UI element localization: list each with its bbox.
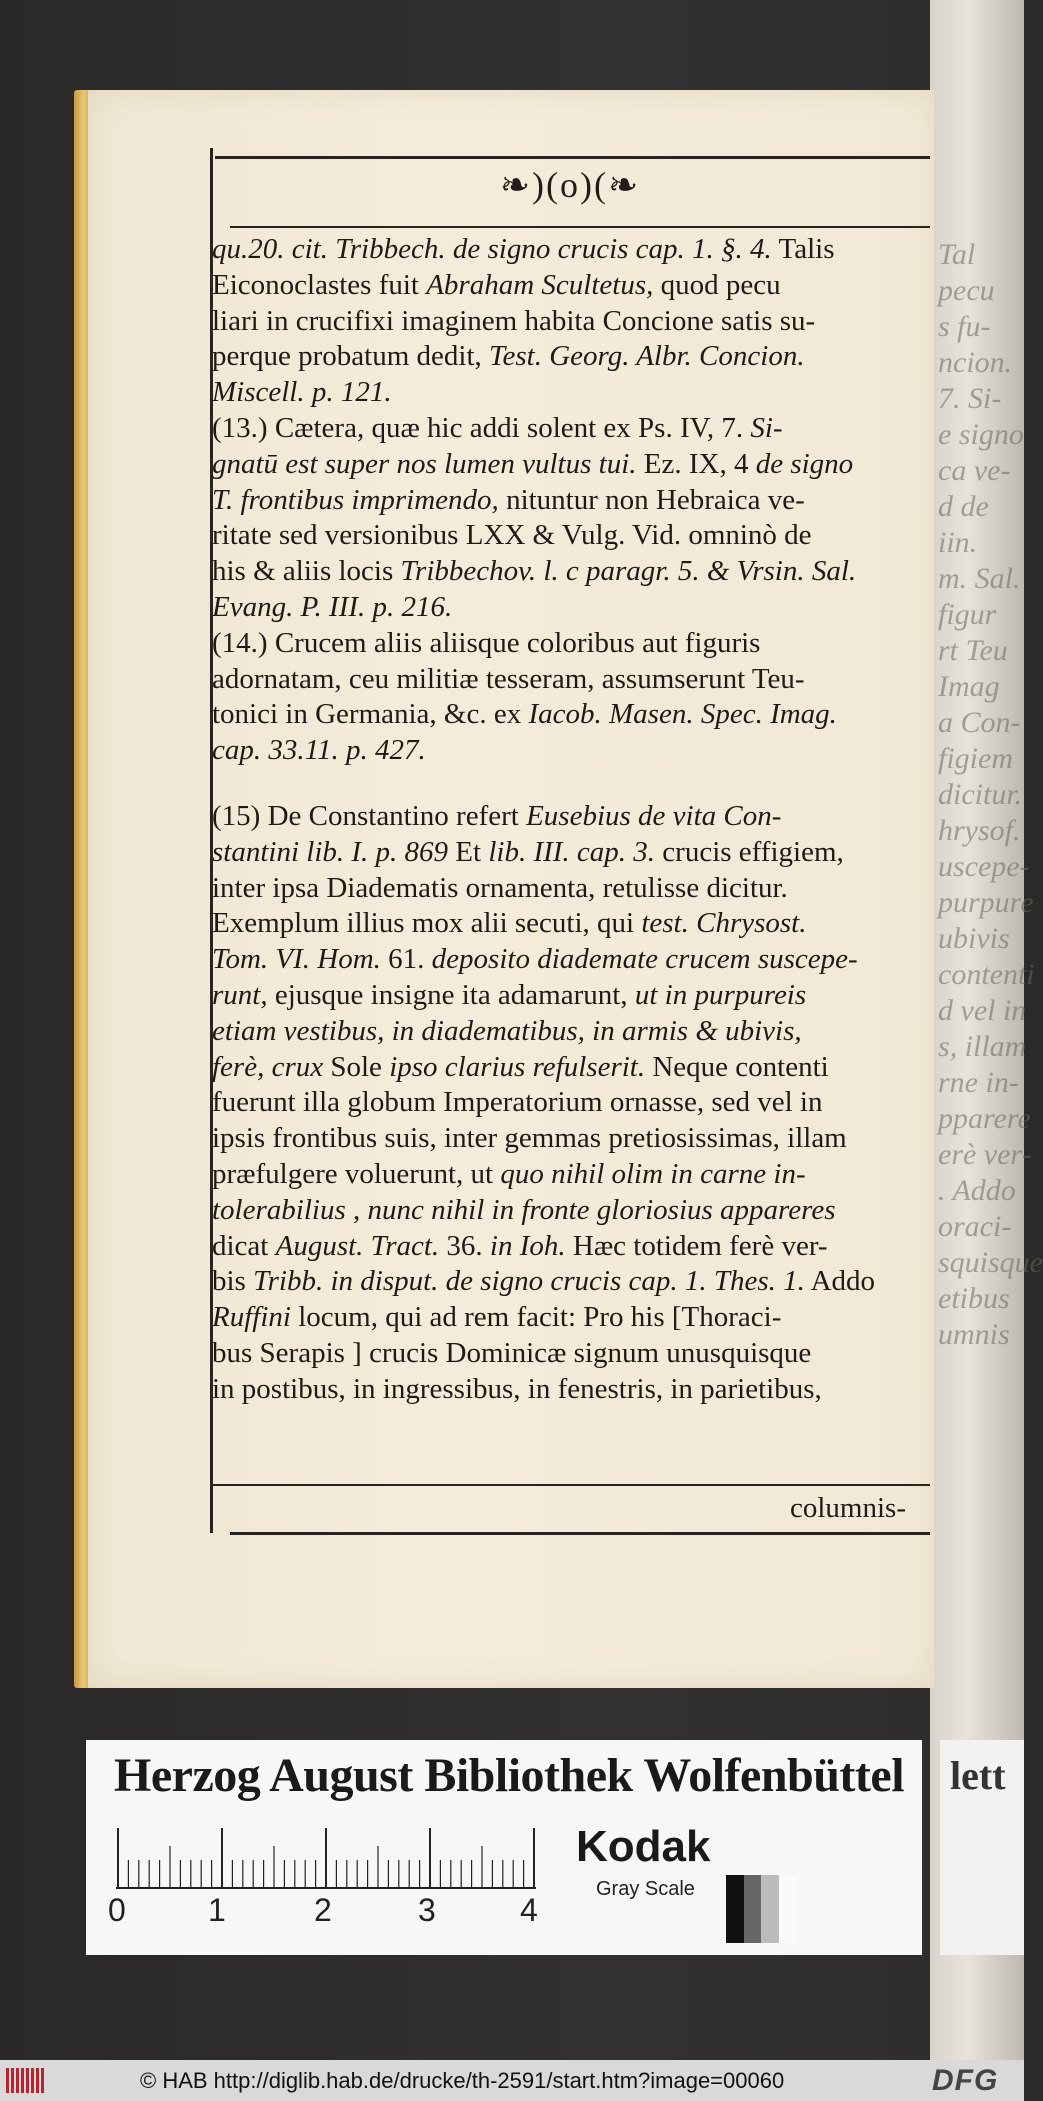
text-line	[212, 447, 932, 483]
adjacent-page-text: oraci-	[938, 1210, 1012, 1243]
adjacent-page-text: ubivis	[938, 922, 1010, 955]
source-link[interactable]: © HAB http://diglib.hab.de/drucke/th-2591/start.htm?image=00060	[140, 2068, 785, 2093]
adjacent-page-text: figur	[938, 598, 997, 631]
adjacent-page-text: umnis	[938, 1318, 1010, 1351]
text-span: fuerunt illa globum Imperatorium ornasse, sed vel in	[212, 1086, 823, 1119]
text-line	[212, 1014, 932, 1050]
header-ornament: ❧)(o)(❧	[499, 165, 641, 205]
ruler-label: 0	[108, 1892, 126, 1928]
italic-citation: etiam vestibus, in diadematibus, in armis & ubivis,	[212, 1014, 802, 1047]
text-line	[212, 1050, 932, 1086]
adjacent-page-text: pparere	[938, 1102, 1031, 1135]
text-line	[212, 518, 932, 554]
text-line	[212, 554, 932, 590]
italic-citation: cap. 33.11. p. 427.	[212, 734, 426, 767]
adjacent-page-text: purpure	[938, 886, 1034, 919]
text-line	[212, 411, 932, 447]
text-span: ritate sed versionibus LXX & Vulg. Vid. omninò de	[212, 519, 812, 552]
text-span: tonici in Germania, &c. ex	[212, 698, 529, 731]
text-span: liari in crucifixi imaginem habita Concione satis su-	[212, 304, 816, 337]
italic-citation: Tribb. in disput. de signo crucis cap. 1. Thes. 1.	[253, 1265, 805, 1298]
adjacent-page-text: d de	[938, 490, 989, 523]
adjacent-page-text: 7. Si-	[938, 382, 1002, 415]
adjacent-page-text: ca ve-	[938, 454, 1011, 487]
paragraph-gap	[212, 769, 932, 799]
scale-card	[86, 1740, 922, 1955]
text-span: Hæc totidem ferè ver-	[565, 1229, 828, 1262]
adjacent-page-text: etibus	[938, 1282, 1010, 1315]
text-line	[212, 590, 932, 626]
adjacent-page-text: hrysof.	[938, 814, 1021, 847]
adjacent-page-text: dicitur.	[938, 778, 1023, 811]
text-line	[212, 1300, 932, 1336]
adjacent-card-text: lett	[950, 1753, 1006, 1798]
text-span: perque probatum dedit,	[212, 340, 490, 373]
text-line	[212, 1085, 932, 1121]
italic-citation: de signo	[755, 447, 854, 480]
text-span: (13.) Cætera, quæ hic addi solent ex Ps. IV, 7.	[212, 411, 751, 444]
italic-citation: qu.20. cit. Tribbech. de signo crucis cap. 1. §. 4.	[212, 233, 772, 265]
adjacent-page-text: erè ver-	[938, 1138, 1032, 1171]
text-span: in postibus, in ingressibus, in fenestris, in parietibus,	[212, 1372, 822, 1405]
text-line	[212, 268, 932, 304]
text-line	[212, 1336, 932, 1372]
italic-citation: ut in purpureis	[634, 978, 807, 1011]
text-span: bus Serapis ] crucis Dominicæ signum unusquisque	[212, 1336, 812, 1369]
text-line	[212, 339, 932, 375]
library-title: Herzog August Bibliothek Wolfenbüttel	[114, 1749, 905, 1802]
text-line	[212, 626, 932, 662]
adjacent-page-text: a Con-	[938, 706, 1021, 739]
adjacent-page-text: pecu	[938, 274, 995, 307]
italic-citation: ipso clarius refulserit.	[389, 1050, 646, 1083]
text-line	[212, 232, 932, 268]
text-span: Ez. IX, 4	[636, 447, 756, 480]
italic-citation: tolerabilius , nunc nihil in fronte gloriosius appareres	[212, 1193, 836, 1226]
text-span: 36.	[439, 1229, 490, 1262]
header-rule-lower	[230, 226, 930, 228]
italic-citation: quo nihil olim in carne in-	[500, 1157, 806, 1190]
footer-rule	[212, 1484, 930, 1486]
adjacent-page-text: s, illam	[938, 1030, 1027, 1063]
adjacent-page-text: uscepe-	[938, 850, 1030, 883]
text-span: his & aliis locis	[212, 555, 401, 588]
kodak-logo: Kodak	[576, 1822, 711, 1871]
adjacent-page-text: m. Sal.	[938, 562, 1021, 595]
text-span: inter ipsa Diadematis ornamenta, retulisse dicitur.	[212, 871, 788, 904]
gray-scale-chips	[726, 1875, 796, 1943]
italic-citation: ferè, crux	[212, 1050, 324, 1083]
text-line	[212, 1372, 932, 1408]
text-span: Exemplum illius mox alii secuti, qui	[212, 907, 642, 940]
text-line	[212, 871, 932, 907]
ruler-label: 4	[520, 1892, 538, 1928]
text-line	[212, 483, 932, 519]
adjacent-page-text: contenti	[938, 958, 1035, 991]
adjacent-page-text: Tal	[938, 238, 976, 271]
text-line	[212, 1229, 932, 1265]
adjacent-page-text: s fu-	[938, 310, 991, 343]
italic-citation: Tom. VI. Hom.	[212, 943, 381, 976]
page-text	[212, 232, 932, 1408]
catchword: columnis-	[790, 1492, 906, 1524]
italic-citation: Si-	[750, 411, 783, 444]
text-span: Addo	[804, 1265, 876, 1298]
text-span: 61.	[380, 943, 432, 976]
ruler-label: 2	[314, 1892, 332, 1928]
italic-citation: Iacob. Masen. Spec. Imag.	[528, 698, 837, 731]
text-span: dicat	[212, 1229, 276, 1262]
adjacent-page-text: . Addo	[938, 1174, 1016, 1207]
italic-citation: August. Tract.	[275, 1229, 440, 1262]
text-span: (15) De Constantino refert	[212, 799, 527, 832]
text-line	[212, 662, 932, 698]
text-line	[212, 835, 932, 871]
text-span: præfulgere voluerunt, ut	[212, 1157, 501, 1190]
text-span: Sole	[323, 1050, 390, 1083]
gray-scale-label: Gray Scale	[596, 1878, 695, 1900]
dfg-logo: DFG	[932, 2064, 999, 2097]
adjacent-page-text: d vel in	[938, 994, 1027, 1027]
adjacent-page-text: rt Teu	[938, 634, 1008, 667]
italic-citation: runt,	[212, 978, 268, 1011]
text-line	[212, 733, 932, 769]
adjacent-scale-card	[940, 1740, 1024, 1955]
text-span: (14.) Crucem aliis aliisque coloribus aut figuris	[212, 626, 761, 659]
italic-citation: stantini lib. I. p. 869	[212, 835, 449, 868]
adjacent-page-text: e signo	[938, 418, 1024, 451]
text-line	[212, 799, 932, 835]
italic-citation: in Ioh.	[489, 1229, 566, 1262]
text-span: bis	[212, 1265, 254, 1298]
text-span: locum, qui ad rem facit: Pro his [Thoraci-	[290, 1301, 782, 1334]
italic-citation: Tribbechov. l. c paragr. 5. & Vrsin. Sal.	[400, 555, 857, 588]
measurement-ruler	[116, 1827, 536, 1889]
text-line	[212, 942, 932, 978]
italic-citation: Miscell. p. 121.	[212, 376, 392, 409]
text-line	[212, 304, 932, 340]
text-line	[212, 1157, 932, 1193]
text-span: Eiconoclastes fuit	[212, 268, 427, 301]
adjacent-page-text: figiem	[938, 742, 1013, 775]
text-span: quod pecu	[653, 268, 781, 301]
text-span: ipsis frontibus suis, inter gemmas pretiosissimas, illam	[212, 1122, 847, 1155]
text-line	[212, 1264, 932, 1300]
viewer-footer	[0, 2060, 1024, 2101]
ruler-label: 1	[208, 1892, 226, 1928]
text-span: crucis effigiem,	[655, 835, 844, 868]
italic-citation: test. Chrysost.	[641, 907, 807, 940]
italic-citation: deposito diademate crucem suscepe-	[431, 943, 858, 976]
italic-citation: Evang. P. III. p. 216.	[212, 590, 453, 623]
text-line	[212, 697, 932, 733]
italic-citation: Abraham Scultetus,	[426, 268, 654, 301]
text-span: adornatam, ceu militiæ tesseram, assumserunt Teu-	[212, 662, 805, 695]
footer-rule-lower	[230, 1532, 930, 1535]
adjacent-page-text: rne in-	[938, 1066, 1019, 1099]
italic-citation: lib. III. cap. 3.	[488, 835, 656, 868]
text-line	[212, 375, 932, 411]
text-line	[212, 1121, 932, 1157]
italic-citation: Eusebius de vita Con-	[526, 799, 782, 832]
adjacent-page-text: squisque	[938, 1246, 1043, 1279]
text-line	[212, 978, 932, 1014]
barcode-icon	[6, 2068, 50, 2093]
italic-citation: T. frontibus imprimendo,	[212, 483, 499, 516]
adjacent-page-text: Imag	[938, 670, 1000, 703]
adjacent-page-text: ncion.	[938, 346, 1013, 379]
italic-citation: gnatū est super nos lumen vultus tui.	[212, 447, 637, 480]
text-line	[212, 906, 932, 942]
text-span: Neque contenti	[645, 1050, 829, 1083]
header-rule	[215, 156, 930, 159]
ruler-label: 3	[418, 1892, 436, 1928]
text-line	[212, 1193, 932, 1229]
adjacent-page-text: iin.	[938, 526, 978, 559]
italic-citation: Test. Georg. Albr. Concion.	[489, 340, 805, 373]
text-span: Talis	[771, 233, 835, 265]
text-span: ejusque insigne ita adamarunt,	[267, 978, 635, 1011]
italic-citation: Ruffini	[212, 1301, 291, 1334]
text-span: nituntur non Hebraica ve-	[498, 483, 805, 516]
text-span: Et	[448, 835, 489, 868]
